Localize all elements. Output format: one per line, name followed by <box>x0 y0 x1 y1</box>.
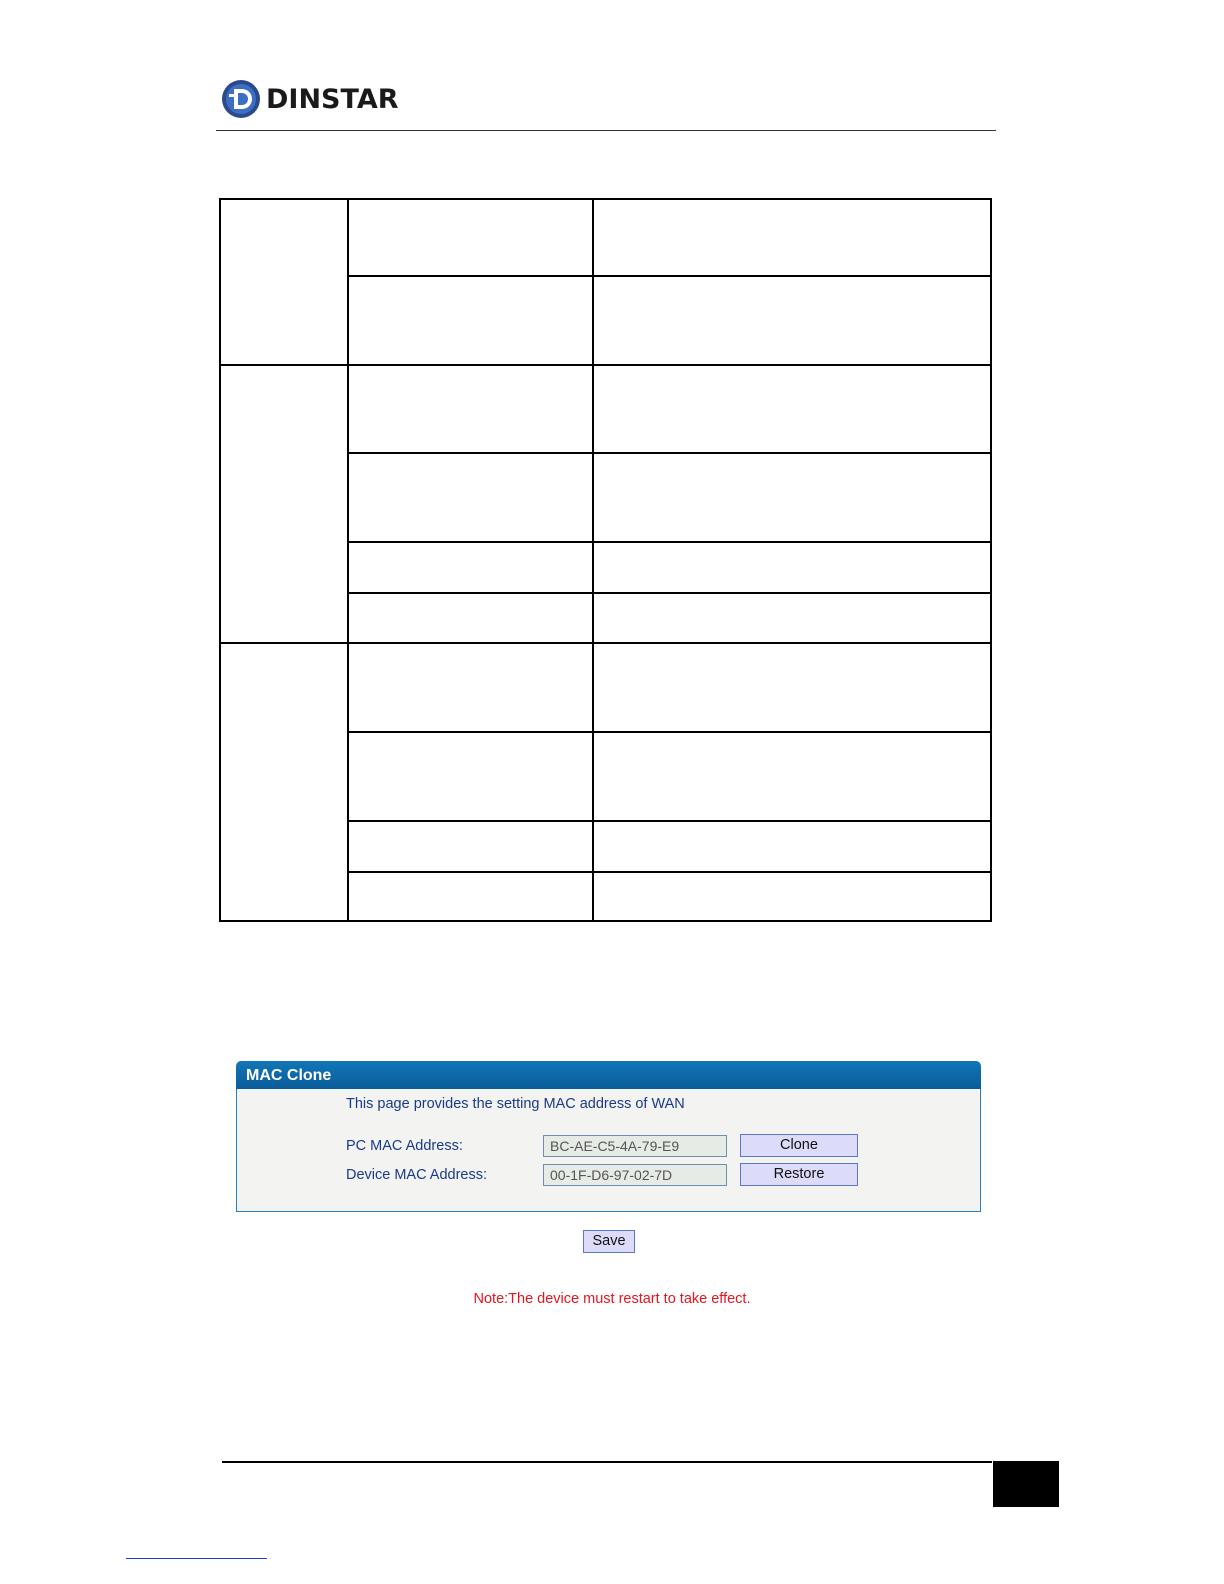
device-mac-label: Device MAC Address: <box>346 1167 488 1183</box>
table-column-divider <box>592 198 594 922</box>
table-row-divider <box>347 452 992 454</box>
clone-button[interactable]: Clone <box>740 1134 858 1157</box>
mac-clone-panel <box>236 1061 981 1212</box>
restore-button[interactable]: Restore <box>740 1163 858 1186</box>
header-divider <box>216 130 996 131</box>
device-mac-input[interactable] <box>543 1164 727 1186</box>
dinstar-logo <box>221 78 421 120</box>
footer-link-underline <box>126 1558 267 1559</box>
panel-header <box>236 1061 981 1089</box>
table-row-divider <box>347 731 992 733</box>
table-row-divider <box>347 592 992 594</box>
restart-note: Note:The device must restart to take effect. <box>473 1291 751 1307</box>
table-frame <box>219 198 992 922</box>
dinstar-logo-icon <box>221 79 261 119</box>
table-row-divider <box>347 275 992 277</box>
table-row-divider <box>219 642 992 644</box>
footer-divider <box>222 1461 992 1463</box>
page-number-box <box>993 1461 1059 1507</box>
pc-mac-label: PC MAC Address: <box>346 1138 463 1154</box>
panel-body <box>236 1089 981 1212</box>
table-column-divider <box>347 198 349 922</box>
pc-mac-input[interactable] <box>543 1135 727 1157</box>
save-button[interactable]: Save <box>583 1230 635 1253</box>
table-row-divider <box>347 541 992 543</box>
table-row-divider <box>347 871 992 873</box>
panel-description: This page provides the setting MAC address of WAN <box>346 1096 685 1112</box>
panel-title: MAC Clone <box>246 1067 332 1084</box>
brand-name: DINSTAR <box>266 83 399 115</box>
document-table <box>219 198 992 922</box>
table-row-divider <box>219 364 992 366</box>
table-row-divider <box>347 820 992 822</box>
